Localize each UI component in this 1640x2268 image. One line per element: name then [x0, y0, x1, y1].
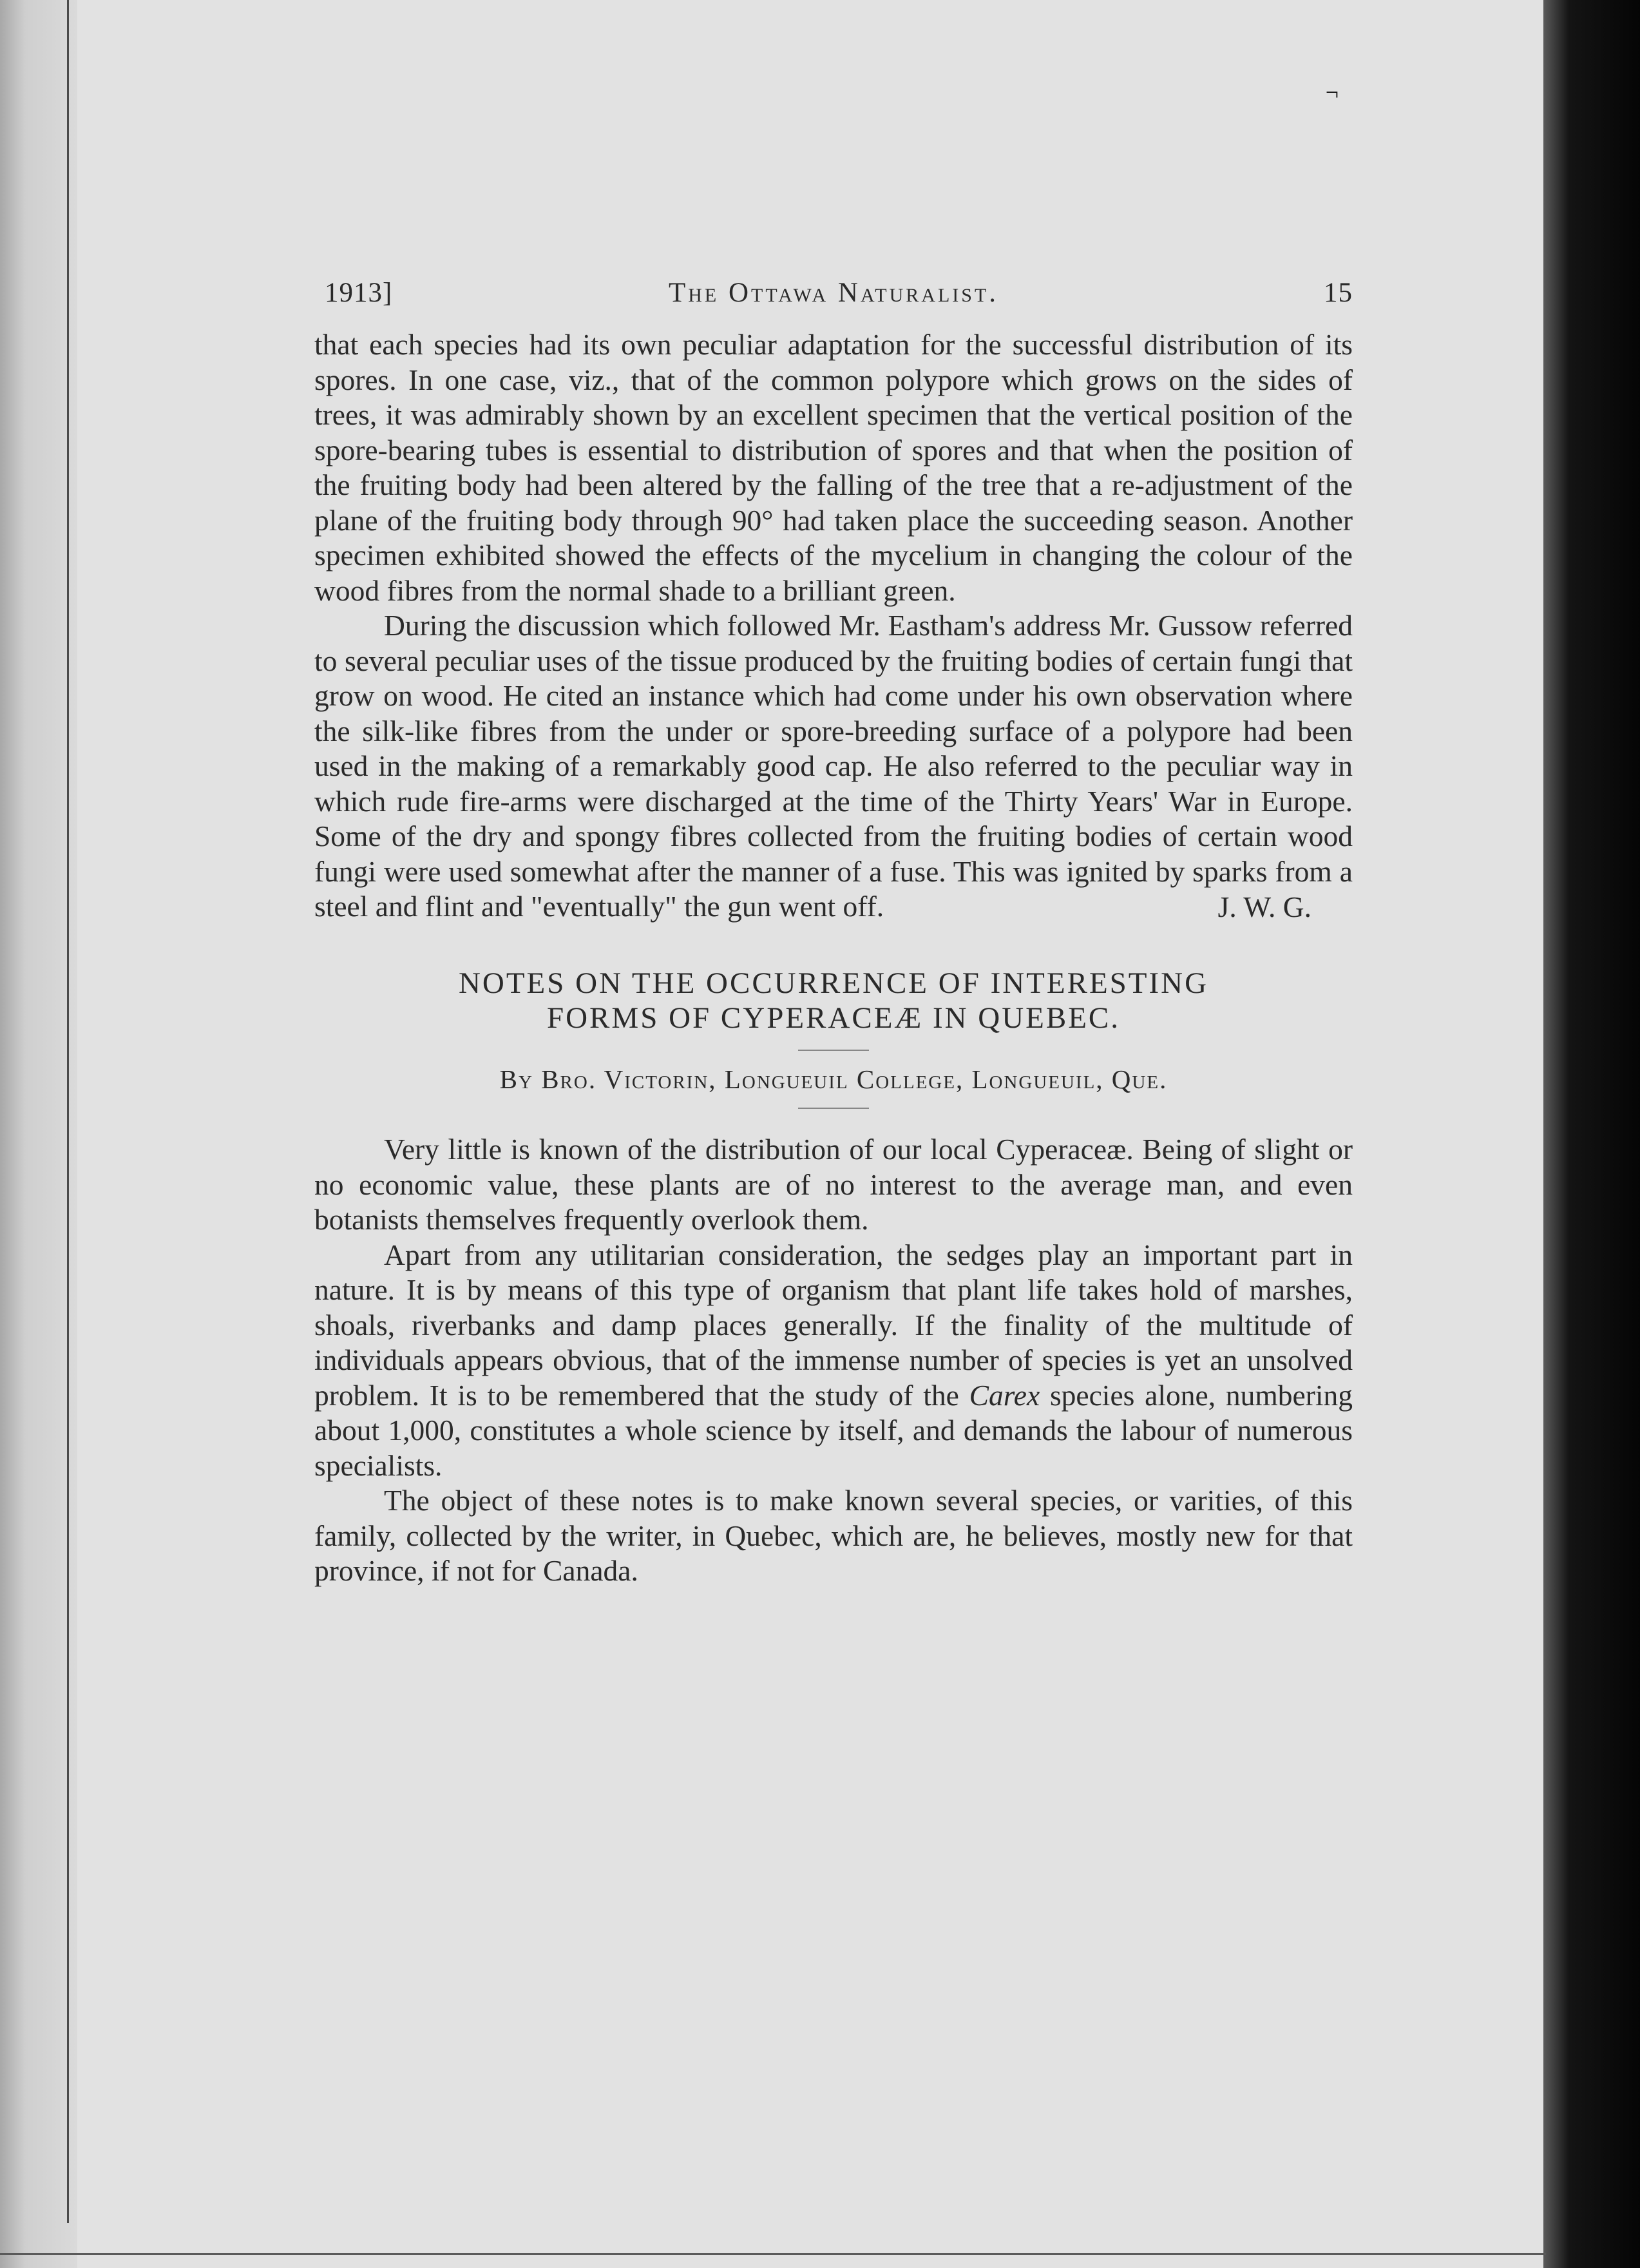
paragraph-continued: that each species had its own peculiar adaptation for the successful distribution of its spores. In one case, viz., that of the common polypore which grows on the sides of trees, it was admirably shown by an excellent specimen that the vertical position of the spore-bearing tubes is essential to distribution of spores and that when the position of the fruiting body had been altered by the falling of the tree that a re-adjustment of the plane of the fruiting body through 90° had taken place the succeeding season. Another specimen exhibited showed the effects of the mycelium in changing the colour of the wood fibres from the normal shade to a brilliant green.: [314, 328, 1353, 607]
running-head-title: The Ottawa Naturalist.: [668, 278, 999, 308]
title-divider: [798, 1050, 869, 1051]
article-paragraph-3: The object of these notes is to make known several species, or varities, of this family, collected by the writer, in Quebec, which are, he believes, mostly new for that province, if not for Canada.: [314, 1484, 1353, 1587]
paragraph-discussion: During the discussion which followed Mr. Eastham's address Mr. Gussow referred to several peculiar uses of the tissue produced by the fruiting bodies of certain fungi that grow on wood. He cited an instance which had come under his own observation where the silk-like fibres from the under or spore-breeding surface of a polypore had been used in the making of a remarkably good cap. He also referred to the peculiar way in which rude fire-arms were discharged at the time of the Thirty Years' War in Europe. Some of the dry and spongy fibres collected from the fruiting bodies of certain wood fungi were used somewhat after the manner of a fuse. This was ignited by sparks from a steel and flint and "eventually" the gun went off.: [314, 609, 1353, 923]
article-paragraph-1: Very little is known of the distribution of our local Cyperaceæ. Being of slight or no economic value, these plants are of no interest to the average man, and even botanists themselves frequently overlook them.: [314, 1133, 1353, 1236]
article-paragraph-2: [314, 1238, 1353, 1484]
article-paragraph-2-text-a: Apart from any utilitarian consideration, the sedges play an important part in nature. It is by means of this type of organism that plant life takes hold of marshes, shoals, riverbanks and damp places generally. If the finality of the multitude of individuals appears obvious, that of the immense number of species is yet an unsolved problem. It is to be remembered that the study of the: [314, 1238, 1353, 1412]
scan-left-margin: [0, 0, 77, 2268]
article-title-line-1: NOTES ON THE OCCURRENCE OF INTERESTING: [458, 966, 1209, 1000]
article-title-line-2: FORMS OF CYPERACEÆ IN QUEBEC.: [546, 1001, 1121, 1035]
running-head: [314, 277, 1353, 327]
scan-binding-line: [67, 0, 69, 2223]
author-initials: J. W. G.: [1217, 890, 1311, 923]
running-head-year: 1913]: [325, 278, 393, 308]
carex-italic: Carex: [969, 1378, 1040, 1412]
scan-speck: ¬: [1325, 79, 1339, 105]
page-number: 15: [1324, 278, 1353, 308]
byline: By Bro. Victorin, Longueuil College, Longueuil, Que.: [499, 1064, 1168, 1094]
scan-right-shadow: [1543, 0, 1640, 2268]
journal-page: [314, 277, 1353, 1589]
byline-divider: [798, 1108, 869, 1109]
scan-bottom-edge: [0, 2253, 1546, 2255]
article-paragraph-2-text-b: species alone, numbering about 1,000, constitutes a whole science by itself, and demands the labour of numerous specialists.: [314, 1378, 1353, 1482]
article-title: [314, 966, 1353, 1035]
